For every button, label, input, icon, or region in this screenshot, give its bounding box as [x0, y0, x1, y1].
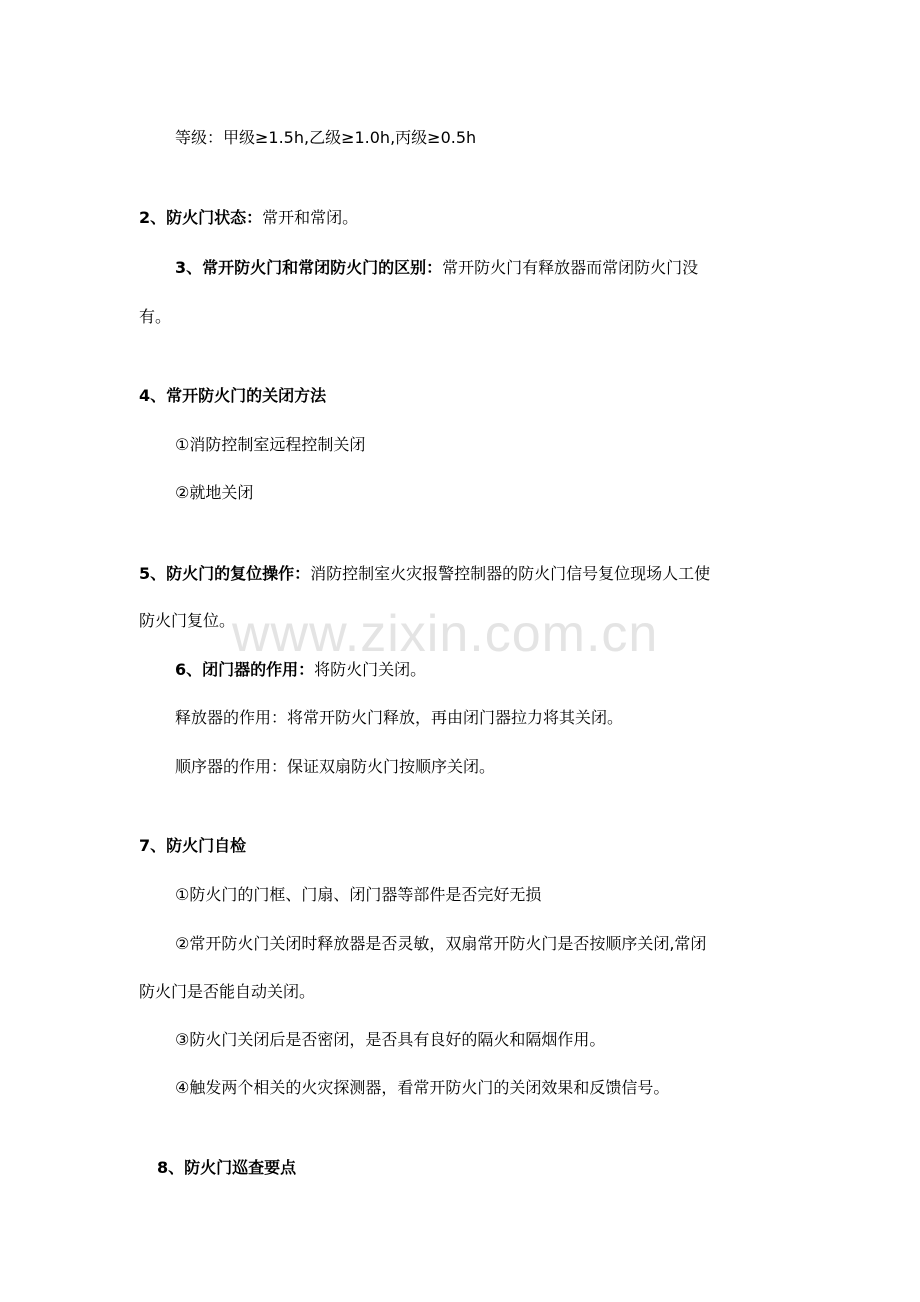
section-7-heading: 7、防火门自检 [139, 836, 247, 855]
section-3-continuation: 有。 [139, 307, 172, 326]
release-device-line: 释放器的作用：将常开防火门释放，再由闭门器拉力将其关闭。 [175, 708, 624, 727]
grade-line: 等级：甲级≥1.5h,乙级≥1.0h,丙级≥0.5h [175, 128, 477, 147]
sequencer-line: 顺序器的作用：保证双扇防火门按顺序关闭。 [175, 757, 496, 776]
section-7-item-4: ④触发两个相关的火灾探测器，看常开防火门的关闭效果和反馈信号。 [175, 1078, 670, 1097]
section-5 [139, 564, 710, 584]
section-7-item-1: ①防火门的门框、门扇、闭门器等部件是否完好无损 [175, 885, 542, 904]
section-6-heading: 6、闭门器的作用： [175, 660, 315, 679]
watermark: www.zixin.com.cn [232, 605, 659, 663]
section-6 [175, 660, 426, 680]
section-5-text: 消防控制室火灾报警控制器的防火门信号复位现场人工使 [310, 564, 711, 583]
section-3-heading: 3、常开防火门和常闭防火门的区别： [175, 258, 443, 277]
section-4-item-1: ①消防控制室远程控制关闭 [175, 435, 366, 454]
section-7-item-2: ②常开防火门关闭时释放器是否灵敏，双扇常开防火门是否按顺序关闭,常闭 [175, 934, 707, 953]
section-6-text: 将防火门关闭。 [314, 660, 427, 679]
section-5-continuation: 防火门复位。 [139, 611, 236, 630]
section-7-item-3: ③防火门关闭后是否密闭，是否具有良好的隔火和隔烟作用。 [175, 1030, 606, 1049]
section-5-heading: 5、防火门的复位操作： [139, 564, 311, 583]
section-4-heading: 4、常开防火门的关闭方法 [139, 386, 327, 405]
section-4-item-2: ②就地关闭 [175, 483, 254, 502]
section-2-text: 常开和常闭。 [262, 208, 359, 227]
section-7-item-2-continuation: 防火门是否能自动关闭。 [139, 982, 316, 1001]
section-2-heading: 2、防火门状态： [139, 208, 263, 227]
section-3 [175, 258, 698, 278]
section-3-text: 常开防火门有释放器而常闭防火门没 [442, 258, 699, 277]
section-2 [139, 208, 358, 228]
section-8-heading: 8、防火门巡查要点 [157, 1158, 297, 1177]
